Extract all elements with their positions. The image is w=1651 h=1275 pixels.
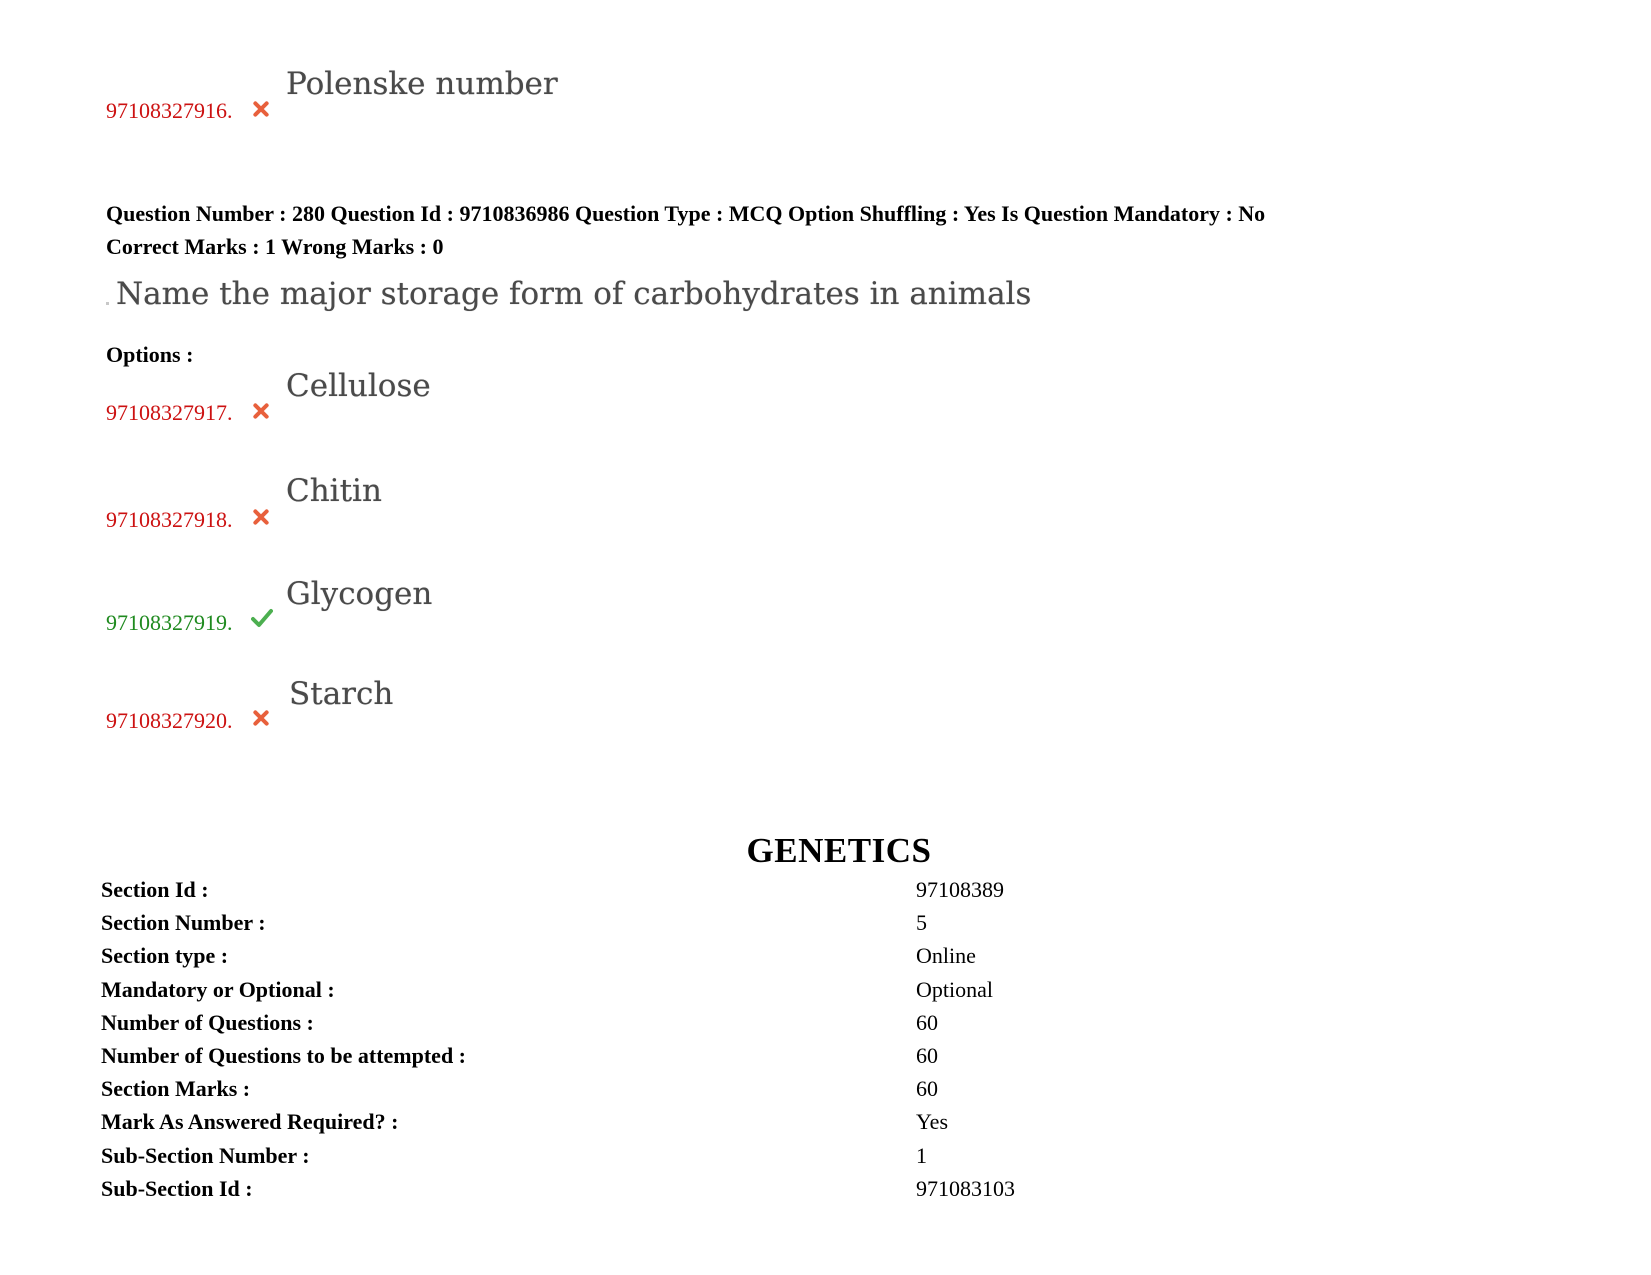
sub-section-id-value: 971083103 bbox=[916, 1175, 1015, 1201]
section-id-label: Section Id : bbox=[101, 877, 209, 902]
number-of-questions-value: 60 bbox=[916, 1009, 938, 1035]
table-row bbox=[101, 1043, 1101, 1076]
option-id: 97108327918. bbox=[106, 507, 233, 532]
sub-section-id-label: Sub-Section Id : bbox=[101, 1175, 253, 1201]
section-marks-label: Section Marks : bbox=[101, 1076, 251, 1102]
table-row bbox=[101, 1109, 1101, 1142]
option-row bbox=[106, 576, 706, 636]
option-id: 97108327919. bbox=[106, 610, 233, 635]
sub-section-number-label: Sub-Section Number : bbox=[101, 1142, 310, 1168]
mandatory-optional-label: Mandatory or Optional : bbox=[101, 976, 335, 1002]
option-row-previous bbox=[106, 64, 706, 124]
table-row bbox=[101, 1076, 1101, 1109]
option-text: Glycogen bbox=[286, 576, 433, 612]
option-text: Cellulose bbox=[286, 368, 431, 404]
table-row bbox=[101, 1010, 1101, 1043]
question-meta-line-1: Question Number : 280 Question Id : 9710836986 Question Type : MCQ Option Shuffling : Yes Is Question Mandatory : No bbox=[106, 201, 1266, 226]
section-title: GENETICS bbox=[746, 831, 932, 870]
wrong-cross-icon bbox=[252, 709, 270, 727]
question-text: Name the major storage form of carbohydrates in animals bbox=[116, 276, 1032, 312]
section-number-value: 5 bbox=[916, 910, 927, 936]
question-image-mark bbox=[106, 302, 109, 305]
option-row bbox=[106, 473, 706, 533]
option-row bbox=[106, 366, 706, 426]
table-row bbox=[101, 1143, 1101, 1176]
options-label: Options : bbox=[106, 342, 194, 367]
wrong-cross-icon bbox=[252, 100, 270, 118]
section-info-table bbox=[101, 877, 1101, 1209]
sub-section-number-value: 1 bbox=[916, 1142, 927, 1168]
number-of-questions-label: Number of Questions : bbox=[101, 1009, 314, 1035]
option-id: 97108327916. bbox=[106, 98, 233, 123]
mark-as-answered-label: Mark As Answered Required? : bbox=[101, 1109, 399, 1135]
option-text: Chitin bbox=[286, 473, 382, 509]
option-id: 97108327920. bbox=[106, 708, 233, 733]
section-id-value: 97108389 bbox=[916, 877, 1004, 902]
questions-to-attempt-label: Number of Questions to be attempted : bbox=[101, 1042, 467, 1068]
wrong-cross-icon bbox=[252, 508, 270, 526]
wrong-cross-icon bbox=[252, 402, 270, 420]
table-row bbox=[101, 910, 1101, 943]
section-marks-value: 60 bbox=[916, 1076, 938, 1102]
table-row bbox=[101, 877, 1101, 910]
option-row bbox=[106, 674, 706, 734]
section-type-value: Online bbox=[916, 943, 976, 969]
question-meta-line-2: Correct Marks : 1 Wrong Marks : 0 bbox=[106, 234, 444, 259]
questions-to-attempt-value: 60 bbox=[916, 1042, 938, 1068]
mandatory-optional-value: Optional bbox=[916, 976, 993, 1002]
option-text: Starch bbox=[289, 676, 394, 712]
option-text: Polenske number bbox=[286, 66, 558, 102]
mark-as-answered-value: Yes bbox=[916, 1109, 949, 1135]
section-type-label: Section type : bbox=[101, 943, 229, 969]
option-id: 97108327917. bbox=[106, 400, 233, 425]
section-number-label: Section Number : bbox=[101, 910, 266, 936]
correct-check-icon bbox=[251, 608, 273, 628]
table-row bbox=[101, 977, 1101, 1010]
table-row bbox=[101, 1176, 1101, 1209]
table-row bbox=[101, 943, 1101, 976]
